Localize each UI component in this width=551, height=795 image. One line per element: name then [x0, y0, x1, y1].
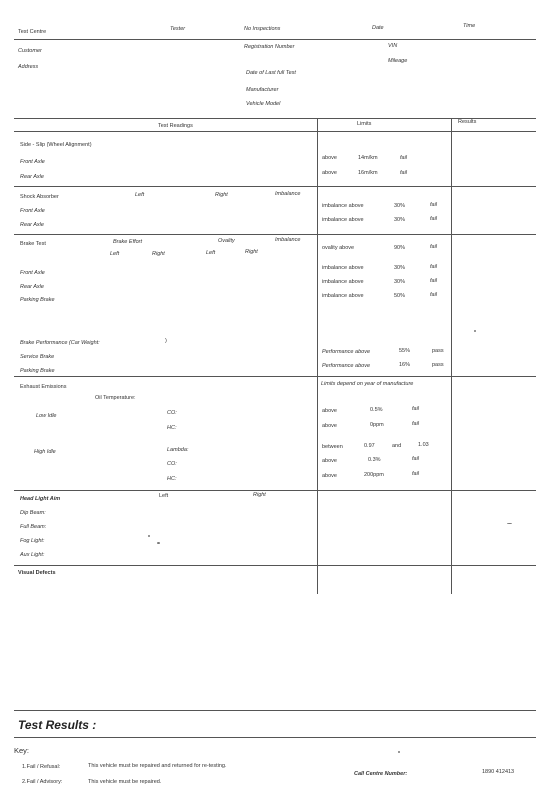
- limit-result: fail: [430, 292, 438, 298]
- vehicle-model-label: Vehicle Model: [246, 101, 281, 107]
- fog-light-label: Fog Light:: [20, 538, 45, 544]
- limit-result: pass: [432, 348, 444, 354]
- brake-imbalance: Imbalance: [275, 237, 301, 243]
- limit-label: imbalance above: [322, 265, 364, 271]
- parking-brake-perf-label: Parking Brake: [20, 368, 55, 374]
- limit-label: imbalance above: [322, 293, 364, 299]
- limit-result: fail: [412, 456, 420, 462]
- fail-advisory-text: This vehicle must be repaired.: [88, 779, 162, 785]
- test-centre-label: Test Centre: [18, 29, 47, 35]
- limit-value: 0.97: [364, 443, 375, 449]
- shock-title: Shock Absorber: [20, 194, 59, 200]
- call-centre-number: 1890 412413: [482, 769, 515, 775]
- scan-speck: [474, 330, 476, 332]
- header-rule: [14, 39, 536, 40]
- limits-divider: [317, 118, 318, 594]
- fail-advisory-label: 2.Fail / Advisory:: [22, 779, 63, 785]
- limit-value: 1.03: [418, 442, 429, 448]
- limit-value: 16%: [399, 362, 411, 368]
- side-slip-rule: [14, 186, 536, 187]
- limit-value: 30%: [394, 203, 406, 209]
- high-idle-label: High Idle: [34, 449, 56, 455]
- customer-label: Customer: [18, 48, 42, 54]
- call-centre-label: Call Centre Number:: [354, 771, 408, 777]
- limit-value: 50%: [394, 293, 406, 299]
- brake-title: Brake Test: [20, 241, 46, 247]
- limit-label: above: [322, 170, 337, 176]
- service-brake-label: Service Brake: [20, 354, 55, 360]
- limit-value: 0ppm: [370, 422, 384, 428]
- limit-result: fail: [430, 278, 438, 284]
- headlight-title: Head Light Aim: [20, 496, 61, 502]
- fail-refusal-text: This vehicle must be repaired and returned for re-testing.: [88, 763, 227, 769]
- brake-left-2: Left: [206, 250, 216, 256]
- tester-label: Tester: [170, 26, 186, 32]
- headlight-left: Left: [159, 493, 169, 499]
- key-title: Key:: [14, 746, 30, 755]
- limit-label: Performance above: [322, 363, 370, 369]
- limit-label: between: [322, 444, 343, 450]
- limit-result: fail: [430, 244, 438, 250]
- no-inspections-label: No Inspections: [244, 26, 281, 32]
- limit-label: Performance above: [322, 349, 370, 355]
- exhaust-rule: [14, 490, 536, 491]
- shock-right: Right: [215, 192, 228, 198]
- test-results-title: Test Results :: [18, 718, 97, 732]
- col-readings: Test Readings: [158, 123, 193, 129]
- limit-label: imbalance above: [322, 279, 364, 285]
- last-test-label: Date of Last full Test: [246, 70, 296, 76]
- brake-parking: Parking Brake: [20, 297, 55, 303]
- hc-label: HC:: [167, 425, 177, 431]
- limit-label: above: [322, 423, 337, 429]
- limit-label: ovality above: [322, 245, 355, 251]
- brake-effort: Brake Effort: [113, 239, 143, 245]
- dip-beam-label: Dip Beam:: [20, 510, 46, 516]
- column-header-rule: [14, 131, 536, 132]
- limit-result: fail: [430, 264, 438, 270]
- results-divider: [451, 118, 452, 594]
- vin-label: VIN: [388, 43, 398, 49]
- headlight-rule: [14, 565, 536, 566]
- brake-left: Left: [110, 251, 120, 257]
- low-idle-label: Low Idle: [36, 413, 57, 419]
- shock-rear-axle: Rear Axle: [20, 222, 44, 228]
- limit-value: 55%: [399, 348, 411, 354]
- scan-speck: [157, 542, 160, 544]
- brake-performance-title: Brake Performance (Car Weight:: [20, 340, 100, 346]
- brake-performance-paren: ): [165, 338, 167, 344]
- limit-label: above: [322, 408, 337, 414]
- side-slip-front-axle: Front Axle: [20, 159, 45, 165]
- limit-result: fail: [412, 421, 420, 427]
- lambda-label: Lambda:: [167, 447, 189, 453]
- brake-ovality: Ovality: [218, 238, 235, 244]
- brake-rear-axle: Rear Axle: [20, 284, 44, 290]
- limit-result: pass: [432, 362, 444, 368]
- limit-and: and: [392, 443, 402, 449]
- results-top-rule: [14, 710, 536, 711]
- scan-speck: [148, 535, 150, 537]
- address-label: Address: [18, 64, 39, 70]
- col-limits: Limits: [357, 121, 372, 127]
- limit-result: fail: [430, 202, 438, 208]
- brake-right-2: Right: [245, 249, 258, 255]
- limit-label: above: [322, 473, 337, 479]
- scan-speck: [507, 523, 512, 524]
- limit-value: 16m/km: [358, 170, 378, 176]
- limit-value: 30%: [394, 279, 406, 285]
- limit-value: 14m/km: [358, 155, 378, 161]
- limit-value: 90%: [394, 245, 406, 251]
- co-label: CO:: [167, 410, 177, 416]
- aux-light-label: Aux Light:: [20, 552, 45, 558]
- headlight-right: Right: [253, 492, 266, 498]
- registration-label: Registration Number: [244, 44, 295, 50]
- shock-front-axle: Front Axle: [20, 208, 45, 214]
- full-beam-label: Full Beam:: [20, 524, 47, 530]
- limit-value: 200ppm: [364, 472, 384, 478]
- limit-value: 30%: [394, 265, 406, 271]
- limit-result: fail: [412, 406, 420, 412]
- limit-label: above: [322, 458, 337, 464]
- shock-imbalance: Imbalance: [275, 191, 301, 197]
- limit-label: imbalance above: [322, 203, 364, 209]
- shock-rule: [14, 234, 536, 235]
- scan-speck: [398, 751, 400, 753]
- limit-value: 0.5%: [370, 407, 383, 413]
- side-slip-title: Side - Slip (Wheel Alignment): [20, 142, 92, 148]
- shock-left: Left: [135, 192, 145, 198]
- limit-result: fail: [400, 155, 408, 161]
- limit-label: imbalance above: [322, 217, 364, 223]
- brake-right: Right: [152, 251, 165, 257]
- brake-rule: [14, 376, 536, 377]
- date-label: Date: [372, 25, 384, 31]
- mileage-label: Mileage: [388, 58, 408, 64]
- results-bottom-rule: [14, 737, 536, 738]
- side-slip-rear-axle: Rear Axle: [20, 174, 44, 180]
- limit-value: 30%: [394, 217, 406, 223]
- col-results: Results: [458, 119, 477, 125]
- brake-front-axle: Front Axle: [20, 270, 45, 276]
- limits-note: Limits depend on year of manufacture: [321, 381, 414, 387]
- limit-value: 0.3%: [368, 457, 381, 463]
- visual-defects-label: Visual Defects: [18, 570, 56, 576]
- hc-label-2: HC:: [167, 476, 177, 482]
- oil-temp-label: Oil Temperature:: [95, 395, 136, 401]
- limit-result: fail: [430, 216, 438, 222]
- limit-result: fail: [412, 471, 420, 477]
- limit-label: above: [322, 155, 337, 161]
- exhaust-title: Exhaust Emissions: [20, 384, 67, 390]
- limit-result: fail: [400, 170, 408, 176]
- time-label: Time: [463, 23, 476, 29]
- co-label-2: CO:: [167, 461, 177, 467]
- fail-refusal-label: 1.Fail / Refusal:: [22, 764, 61, 770]
- manufacturer-label: Manufacturer: [246, 87, 279, 93]
